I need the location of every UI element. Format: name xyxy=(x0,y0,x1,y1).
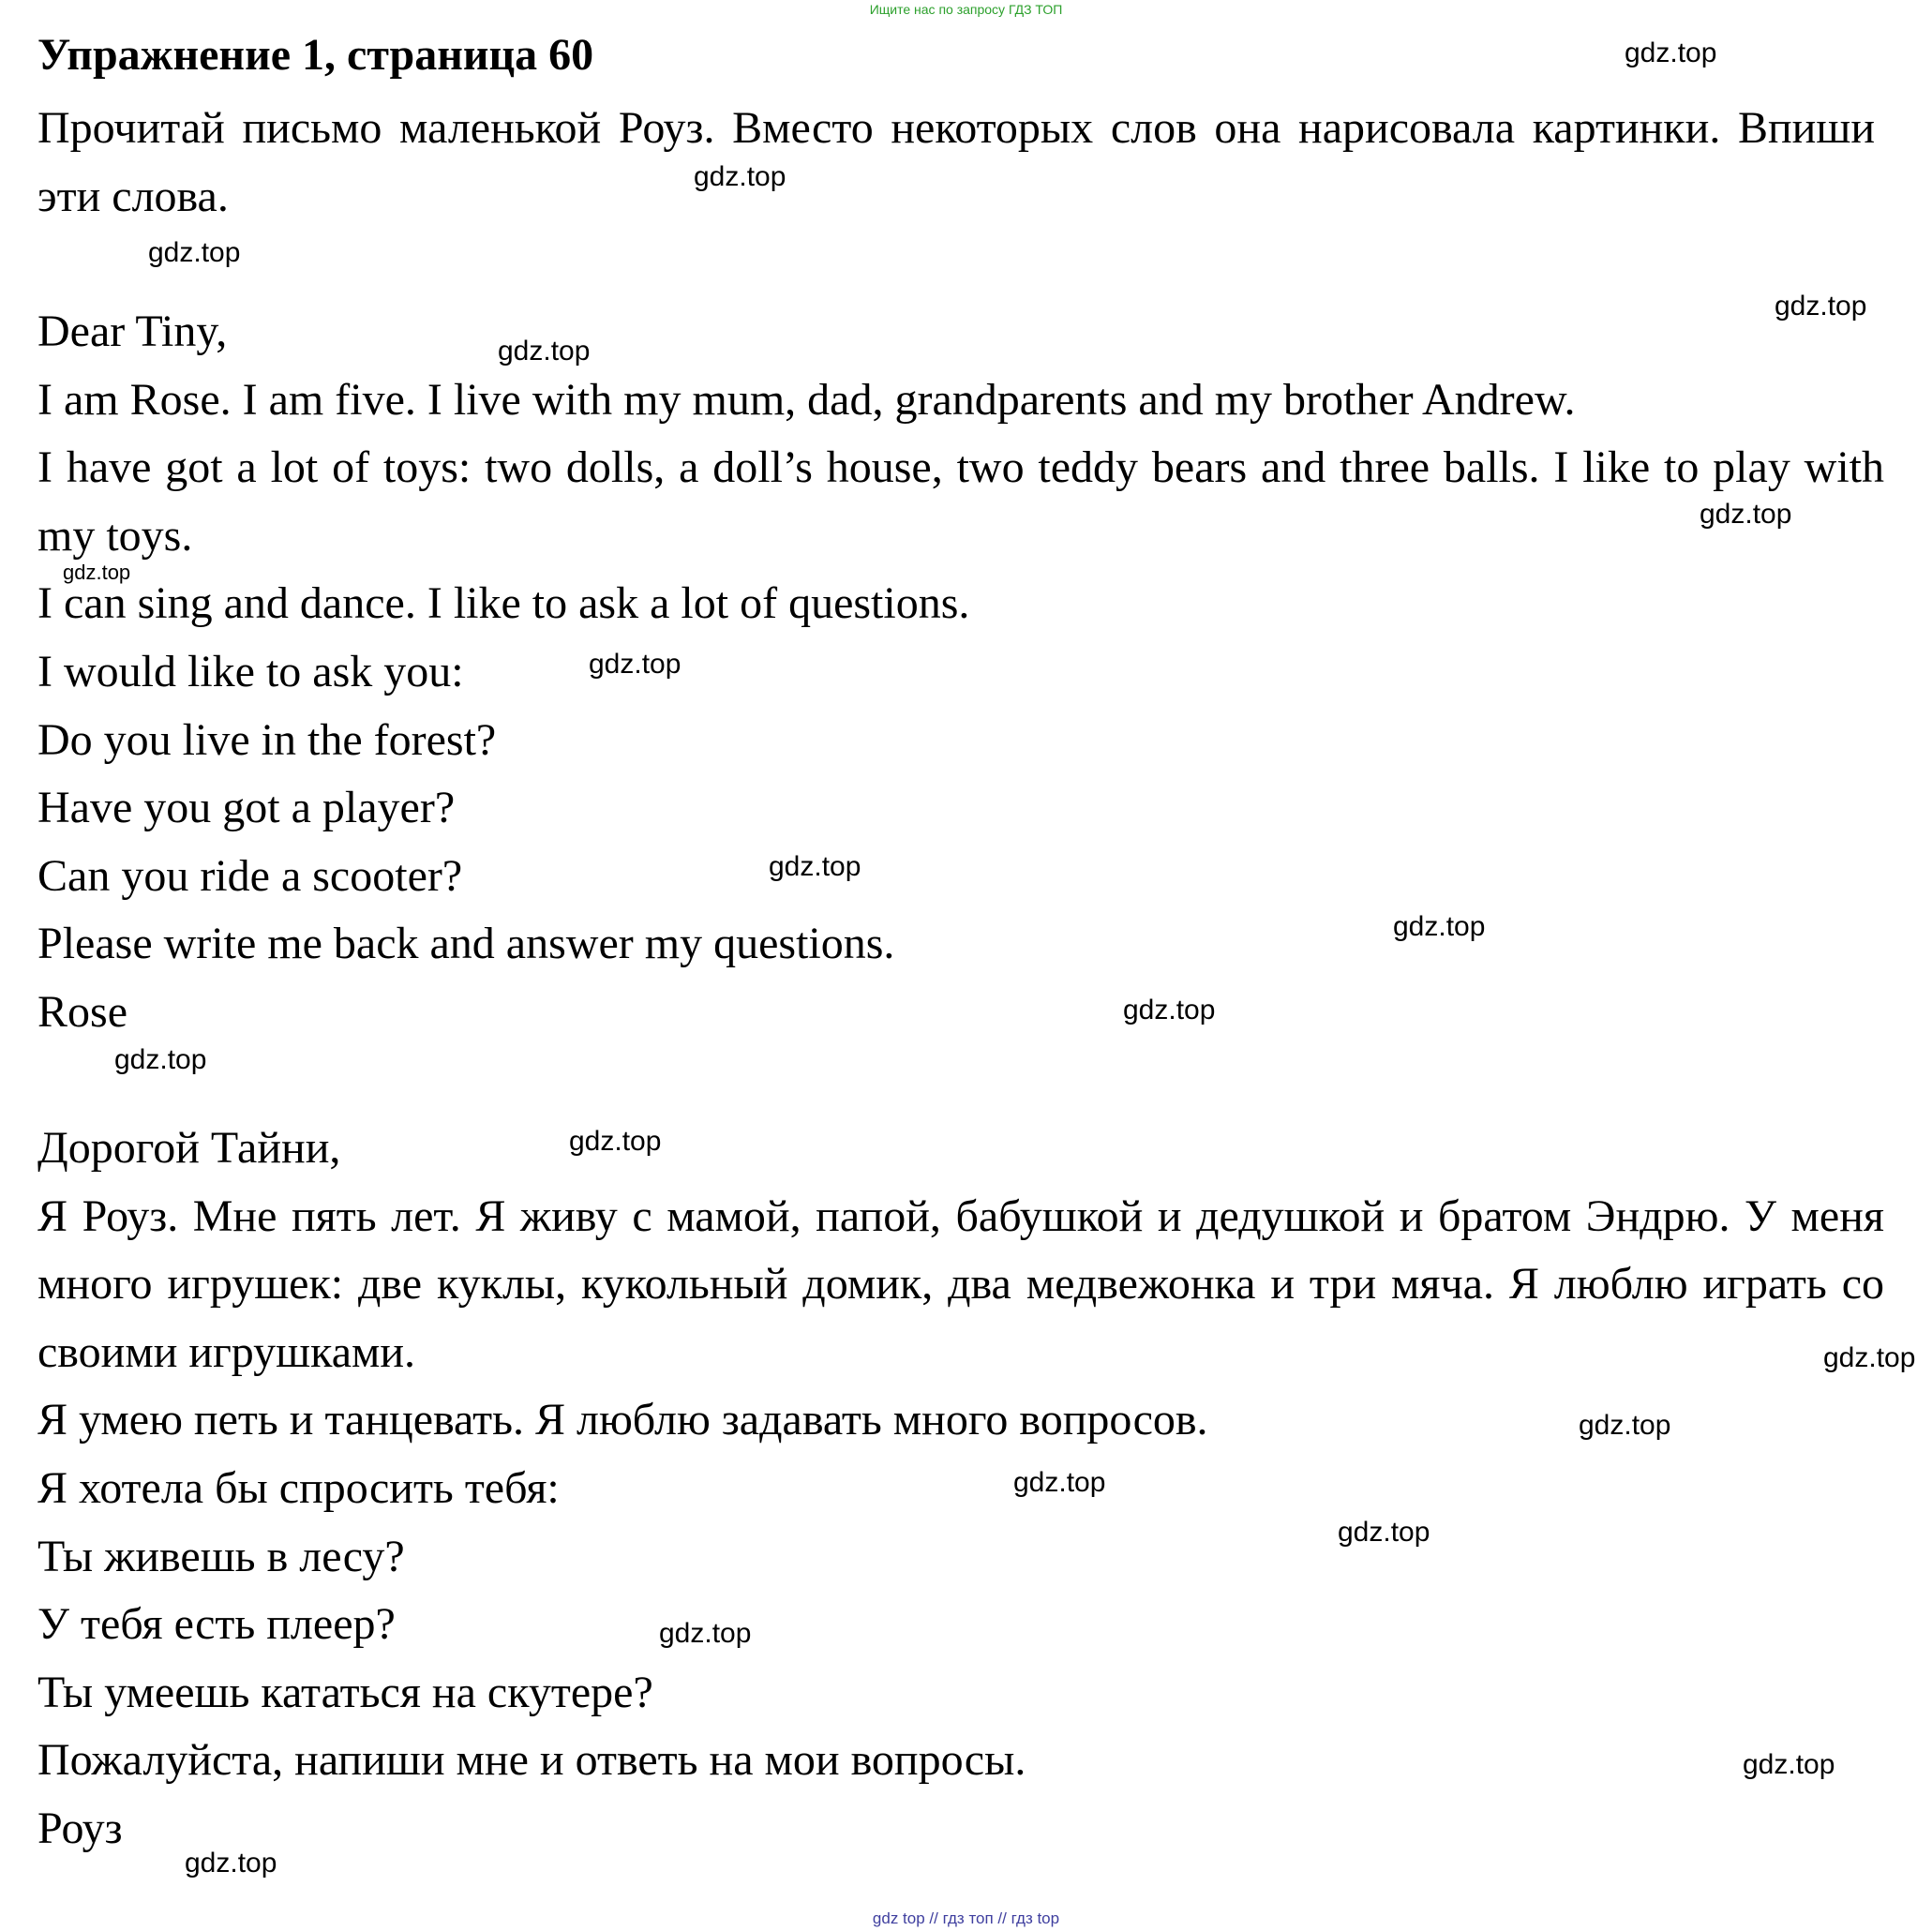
letter-signature: Роуз xyxy=(37,1803,123,1853)
letter-line: I am Rose. I am five. I live with my mum, dad, grandparents and my brother Andrew. xyxy=(37,374,1576,425)
letter-line: Can you ride a scooter? xyxy=(37,850,463,901)
letter-line: Have you got a player? xyxy=(37,783,456,833)
watermark: gdz.top xyxy=(1123,995,1216,1025)
watermark: gdz.top xyxy=(589,649,681,680)
letter-line: Я умею петь и танцевать. Я люблю задавать много вопросов. xyxy=(37,1395,1208,1445)
letter-line: Я хотела бы спросить тебя: xyxy=(37,1462,560,1513)
watermark: gdz.top xyxy=(694,161,786,192)
letter-line: Я Роуз. Мне пять лет. Я живу с мамой, папой, бабушкой и дедушкой и братом Эндрю. У меня много игрушек: две куклы, кукольный домик, два медвежонка и три мяча. Я люблю играть со своими игрушками. xyxy=(37,1190,1884,1377)
letter-line: У тебя есть плеер? xyxy=(37,1599,396,1650)
watermark: gdz.top xyxy=(1775,291,1867,322)
letter-greeting: Дорогой Тайни, xyxy=(37,1123,341,1173)
watermark: gdz.top xyxy=(1743,1749,1835,1780)
letter-line: Do you live in the forest? xyxy=(37,714,497,765)
watermark: gdz.top xyxy=(769,851,861,882)
watermark: gdz.top xyxy=(659,1618,752,1649)
watermark: gdz.top xyxy=(114,1044,207,1075)
letter-russian xyxy=(37,1115,1884,1864)
letter-greeting: Dear Tiny, xyxy=(37,307,228,356)
watermark: gdz.top xyxy=(498,336,591,367)
exercise-instruction: Прочитай письмо маленькой Роуз. Вместо некоторых слов она нарисовала картинки. Впиши эти слова. xyxy=(37,103,1875,221)
letter-line: I would like to ask you: xyxy=(37,646,464,696)
top-search-note: Ищите нас по запросу ГДЗ ТОП xyxy=(869,2,1063,17)
letter-english xyxy=(37,298,1884,1047)
letter-line: Please write me back and answer my questions. xyxy=(37,919,895,969)
watermark: gdz.top xyxy=(1338,1517,1430,1548)
footer-watermark: gdz top // гдз топ // гдз top xyxy=(872,1909,1060,1927)
letter-line: I have got a lot of toys: two dolls, a doll’s house, two teddy bears and three balls. I like to play with my toys. xyxy=(37,442,1884,561)
watermark: gdz.top xyxy=(1393,911,1486,942)
letter-line: I can sing and dance. I like to ask a lot of questions. xyxy=(37,578,970,629)
watermark: gdz.top xyxy=(1823,1342,1916,1373)
watermark: gdz.top xyxy=(1013,1467,1106,1498)
letter-line: Ты живешь в лесу? xyxy=(37,1531,405,1581)
watermark: gdz.top xyxy=(185,1848,277,1879)
watermark: gdz.top xyxy=(569,1126,662,1157)
watermark: gdz.top xyxy=(148,237,241,268)
watermark: gdz.top xyxy=(63,561,131,584)
letter-line: Ты умеешь кататься на скутере? xyxy=(37,1667,653,1717)
watermark: gdz.top xyxy=(1700,499,1792,530)
letter-signature: Rose xyxy=(37,986,127,1037)
letter-line: Пожалуйста, напиши мне и ответь на мои вопросы. xyxy=(37,1735,1026,1786)
watermark: gdz.top xyxy=(1579,1410,1671,1441)
exercise-title: Упражнение 1, страница 60 xyxy=(37,30,594,80)
watermark: gdz.top xyxy=(1625,37,1717,68)
